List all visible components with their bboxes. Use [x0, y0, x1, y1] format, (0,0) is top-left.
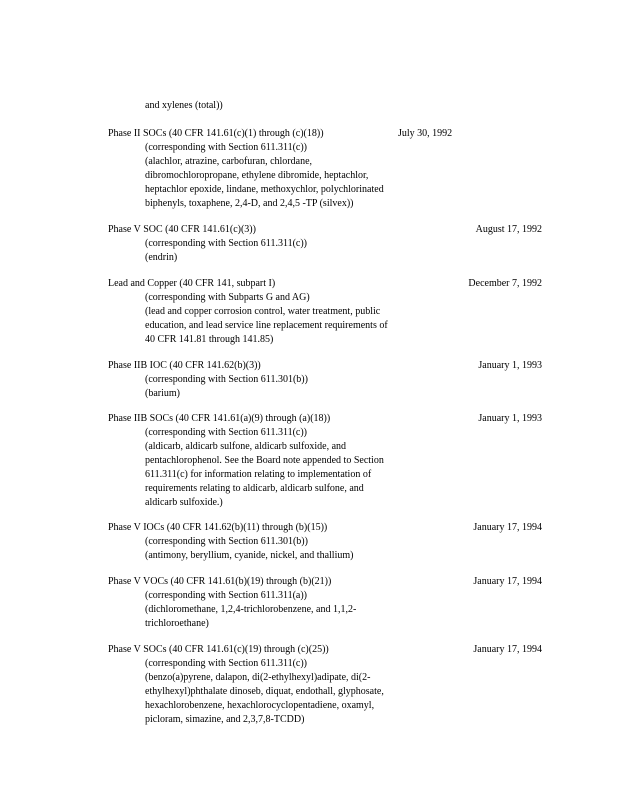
entry-line: education, and lead service line replacement requirements of	[145, 320, 388, 331]
entry-date: August 17, 1992	[475, 224, 542, 235]
entry-line: trichloroethane)	[145, 618, 209, 629]
entry-heading: Phase II SOCs (40 CFR 141.61(c)(1) through (c)(18))	[108, 128, 324, 139]
entry-line: (corresponding with Subparts G and AG)	[145, 292, 310, 303]
entry-date: January 17, 1994	[473, 644, 542, 655]
entry-date: January 1, 1993	[478, 360, 542, 371]
entry-line: dibromochloropropane, ethylene dibromide, heptachlor,	[145, 170, 369, 181]
entry-date: January 1, 1993	[478, 413, 542, 424]
entry-line: (lead and copper corrosion control, water treatment, public	[145, 306, 381, 317]
entry-date: July 30, 1992	[398, 128, 453, 139]
entry-line: (barium)	[145, 388, 180, 399]
entry-line: pentachlorophenol. See the Board note appended to Section	[145, 455, 384, 466]
entry-heading: Phase IIB IOC (40 CFR 141.62(b)(3))	[108, 360, 261, 371]
entry-line: (endrin)	[145, 252, 178, 263]
entry-date: January 17, 1994	[473, 576, 542, 587]
entry-heading: Phase V SOC (40 CFR 141.61(c)(3))	[108, 224, 256, 235]
entry-line: picloram, simazine, and 2,3,7,8-TCDD)	[145, 714, 305, 725]
entry-line: ethylhexyl)phthalate dinoseb, diquat, endothall, glyphosate,	[145, 686, 384, 697]
entry-line: aldicarb sulfoxide.)	[145, 497, 223, 508]
intro-line: and xylenes (total))	[145, 100, 223, 111]
entry-line: (aldicarb, aldicarb sulfone, aldicarb sulfoxide, and	[145, 441, 347, 452]
entry-line: (corresponding with Section 611.311(a))	[145, 590, 307, 601]
entry-line: requirements relating to aldicarb, aldicarb sulfone, and	[145, 483, 364, 494]
entry-line: (alachlor, atrazine, carbofuran, chlordane,	[145, 156, 313, 167]
entry-line: (benzo(a)pyrene, dalapon, di(2-ethylhexyl)adipate, di(2-	[145, 672, 371, 683]
entry-date: January 17, 1994	[473, 522, 542, 533]
entry-line: 40 CFR 141.81 through 141.85)	[145, 334, 274, 345]
entry-line: (corresponding with Section 611.311(c))	[145, 142, 307, 153]
entry-line: 611.311(c) for information relating to implementation of	[145, 469, 372, 480]
entry-heading: Phase IIB SOCs (40 CFR 141.61(a)(9) through (a)(18))	[108, 413, 331, 424]
entry-line: (corresponding with Section 611.311(c))	[145, 427, 307, 438]
entry-line: biphenyls, toxaphene, 2,4-D, and 2,4,5 -TP (silvex))	[145, 198, 354, 209]
entry-line: (corresponding with Section 611.311(c))	[145, 658, 307, 669]
entry-heading: Phase V VOCs (40 CFR 141.61(b)(19) through (b)(21))	[108, 576, 332, 587]
entry-line: (corresponding with Section 611.301(b))	[145, 374, 308, 385]
entry-line: (corresponding with Section 611.311(c))	[145, 238, 307, 249]
entry-line: heptachlor epoxide, lindane, methoxychlor, polychlorinated	[145, 184, 384, 195]
entry-heading: Phase V SOCs (40 CFR 141.61(c)(19) through (c)(25))	[108, 644, 329, 655]
entry-line: hexachlorobenzene, hexachlorocyclopentadiene, oxamyl,	[145, 700, 375, 711]
entry-date: December 7, 1992	[468, 278, 542, 289]
entry-line: (antimony, beryllium, cyanide, nickel, and thallium)	[145, 550, 354, 561]
entry-heading: Phase V IOCs (40 CFR 141.62(b)(11) through (b)(15))	[108, 522, 328, 533]
entry-line: (corresponding with Section 611.301(b))	[145, 536, 308, 547]
entry-line: (dichloromethane, 1,2,4-trichlorobenzene, and 1,1,2-	[145, 604, 357, 615]
entry-heading: Lead and Copper (40 CFR 141, subpart I)	[108, 278, 276, 289]
